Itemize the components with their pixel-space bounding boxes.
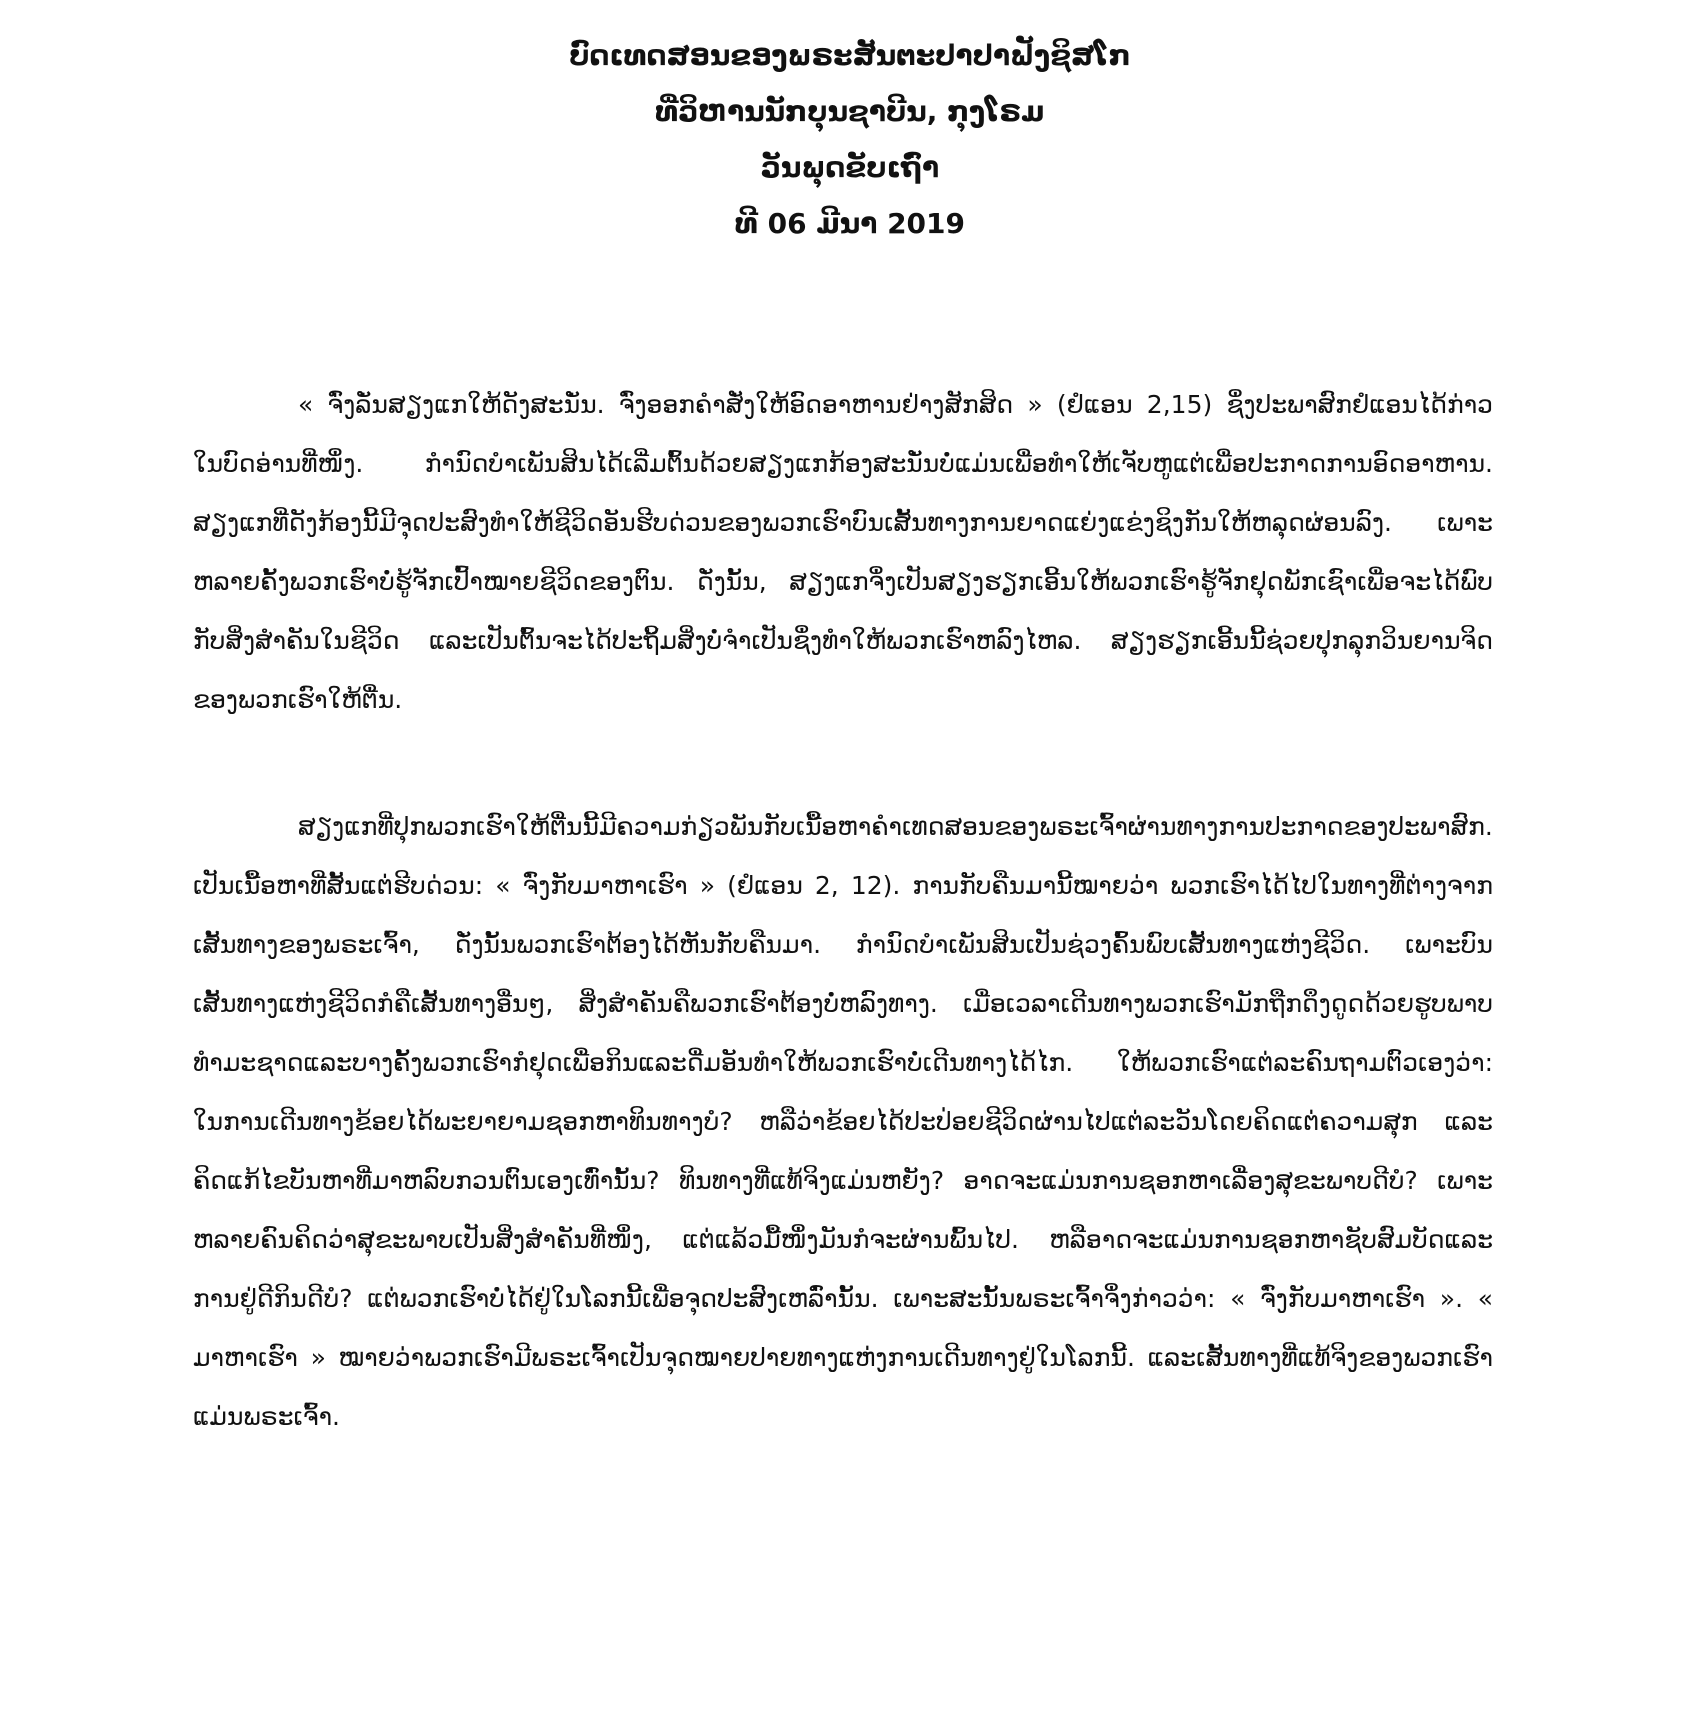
document-header <box>0 28 1700 252</box>
homily-title: ບົດເທດສອນຂອງພຣະສັນຕະປາປາຟັງຊິສໂກ <box>569 39 1131 72</box>
occasion-line: ວັນພຸດຂັບເຖົ່າ <box>760 151 940 184</box>
document-body <box>193 375 1493 1446</box>
location-line: ທີ່ວິຫານນັກບຸນຊາບີນ, ກຸງໂຣມ <box>655 95 1045 128</box>
date-line: ທີ 06 ມີນາ 2019 <box>734 207 965 240</box>
paragraph-2: ສຽງແກທີ່ປຸກພວກເຮົາໃຫ້ຕື່ນນີ້ມີຄວາມກ່ຽວພັນກັບເນື້ອຫາຄຳເທດສອນຂອງພຣະເຈົ້າຜ່ານທາງການປະກາດຂອງປະພາສົກ. ເປັນເນື້ອຫາທີ່ສັ້ນແຕ່ຮີບດ່ວນ: « ຈົ່ງກັບມາຫາເຮົາ » (ຢໍແອນ 2, 12). ການກັບຄືນມານີ້ໝາຍວ່າ ພວກເຮົາໄດ້ໄປໃນທາງທີ່ຕ່າງຈາກເສັ້ນທາງຂອງພຣະເຈົ້າ, ດັ່ງນັ້ນພວກເຮົາຕ້ອງໄດ້ຫັນກັບຄືນມາ. ກຳນົດບຳເພັນສິນເປັນຊ່ວງຄົ້ນພົບເສັ້ນທາງແຫ່ງຊີວິດ. ເພາະບົນເສັ້ນທາງແຫ່ງຊີວິດກໍຄືເສັ້ນທາງອື່ນໆ, ສິ່ງສຳຄັນຄືພວກເຮົາຕ້ອງບໍ່ຫລົງທາງ. ເມື່ອເວລາເດີນທາງພວກເຮົາມັກຖືກດຶງດູດດ້ວຍຮູບພາບທຳມະຊາດແລະບາງຄັ້ງພວກເຮົາກໍຢຸດເພື່ອກິນແລະດື່ມອັນທຳໃຫ້ພວກເຮົາບໍ່ເດີນທາງໄດ້ໄກ. ໃຫ້ພວກເຮົາແຕ່ລະຄົນຖາມຕົວເອງວ່າ: ໃນການເດີນທາງຂ້ອຍໄດ້ພະຍາຍາມຊອກຫາທິນທາງບໍ? ຫລືວ່າຂ້ອຍໄດ້ປະປ່ອຍຊີວິດຜ່ານໄປແຕ່ລະວັນໂດຍຄິດແຕ່ຄວາມສຸກ ແລະຄິດແກ້ໄຂບັນຫາທີ່ມາຫລົບກວນຕົນເອງເທົ່ານັ້ນ? ທິນທາງທີ່ແທ້ຈິງແມ່ນຫຍັງ? ອາດຈະແມ່ນການຊອກຫາເລື່ອງສຸຂະພາບດີບໍ? ເພາະຫລາຍຄົນຄິດວ່າສຸຂະພາບເປັນສິ່ງສຳຄັນທີ່ໜຶ່ງ, ແຕ່ແລ້ວມື້ໜຶ່ງມັນກໍຈະຜ່ານພົ້ນໄປ. ຫລືອາດຈະແມ່ນການຊອກຫາຊັບສົມບັດແລະການຢູ່ດີກິນດີບໍ? ແຕ່ພວກເຮົາບໍ່ໄດ້ຢູ່ໃນໂລກນີ້ເພື່ອຈຸດປະສົງເຫລົ່ານັ້ນ. ເພາະສະນັ້ນພຣະເຈົ້າຈຶ່ງກ່າວວ່າ: « ຈົ່ງກັບມາຫາເຮົາ ». « ມາຫາເຮົາ » ໝາຍວ່າພວກເຮົາມີພຣະເຈົ້າເປັນຈຸດໝາຍປາຍທາງແຫ່ງການເດີນທາງຢູ່ໃນໂລກນີ້. ແລະເສັ້ນທາງທີ່ແທ້ຈິງຂອງພວກເຮົາແມ່ນພຣະເຈົ້າ. <box>193 812 1493 1431</box>
paragraph-1: « ຈົ່ງລັ່ນສຽງແກໃຫ້ດັງສະນັ່ນ. ຈົ່ງອອກຄຳສັ່ງໃຫ້ອົດອາຫານຢ່າງສັກສິດ » (ຢໍແອນ 2,15) ຊຶ່ງປະພາສົກຢໍແອນໄດ້ກ່າວໃນບົດອ່ານທີ່ໜຶ່ງ. ກຳນົດບຳເພັນສິນໄດ້ເລີ່ມຕົ້ນດ້ວຍສຽງແກກ້ອງສະນັ່ນບໍ່ແມ່ນເພື່ອທຳໃຫ້ເຈັບຫູແຕ່ເພື່ອປະກາດການອົດອາຫານ. ສຽງແກທີ່ດັງກ້ອງນີ້ມີຈຸດປະສົງທຳໃຫ້ຊີວິດອັນຮີບດ່ວນຂອງພວກເຮົາບົນເສັ້ນທາງການຍາດແຍ່ງແຂ່ງຊິງກັນໃຫ້ຫລຸດຜ່ອນລົງ. ເພາະຫລາຍຄັ້ງພວກເຮົາບໍ່ຮູ້ຈັກເປົ້າໝາຍຊີວິດຂອງຕົນ. ດັ່ງນັ້ນ, ສຽງແກຈຶ່ງເປັນສຽງຮຽກເອີ້ນໃຫ້ພວກເຮົາຮູ້ຈັກຢຸດພັກເຊົາເພື່ອຈະໄດ້ພົບກັບສິ່ງສຳຄັນໃນຊີວິດ ແລະເປັນຕົ້ນຈະໄດ້ປະຖິ້ມສິ່ງບໍ່ຈຳເປັນຊຶ່ງທຳໃຫ້ພວກເຮົາຫລົງໄຫລ. ສຽງຮຽກເອີ້ນນີ້ຊ່ວຍປຸກລຸກວິນຍານຈິດຂອງພວກເຮົາໃຫ້ຕື່ນ. <box>193 390 1493 714</box>
